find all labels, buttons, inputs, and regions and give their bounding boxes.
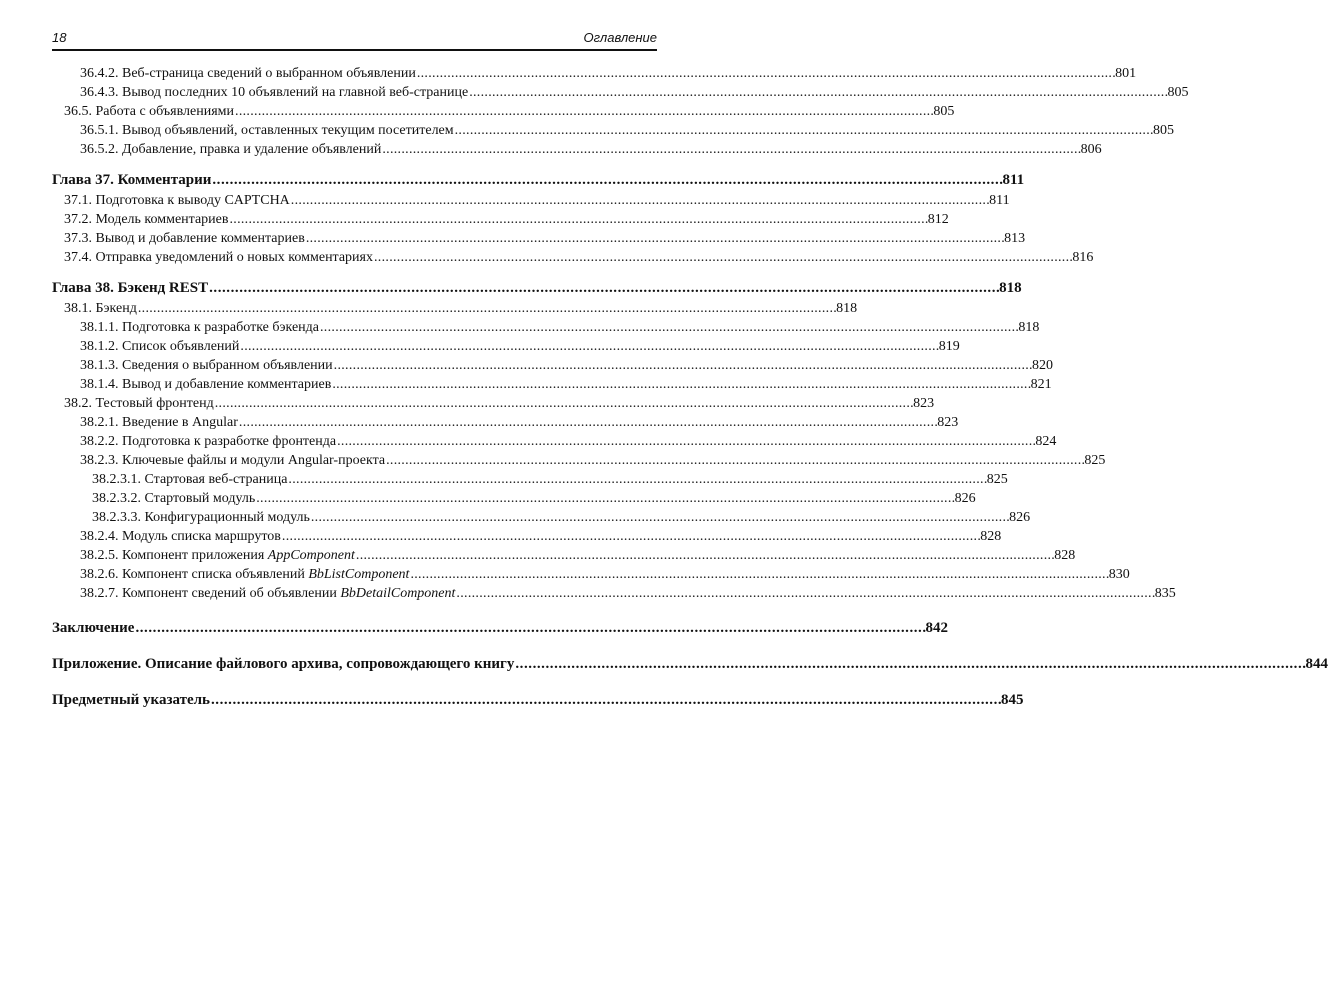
toc-entry[interactable] xyxy=(52,375,1052,394)
leader-dots xyxy=(455,121,1152,140)
toc-entry-page: 825 xyxy=(1084,453,1106,468)
toc-entry-title: 38.2.3.3. Конфигурационный модуль xyxy=(92,510,310,525)
toc-index[interactable] xyxy=(52,691,1024,711)
table-of-contents xyxy=(52,64,1328,711)
toc-entry-page: 820 xyxy=(1031,358,1053,373)
toc-entry-page: 819 xyxy=(938,339,960,354)
toc-appendix[interactable] xyxy=(52,655,1328,675)
toc-entry-page: 823 xyxy=(937,415,959,430)
toc-entry[interactable] xyxy=(52,451,1106,470)
section-title: Оглавление xyxy=(583,30,657,45)
toc-entry[interactable] xyxy=(52,356,1053,375)
toc-entry-page: 835 xyxy=(1154,586,1176,601)
toc-entry-page: 805 xyxy=(933,104,955,119)
toc-entry[interactable] xyxy=(52,121,1174,140)
toc-entry-title: Глава 37. Комментарии xyxy=(52,172,212,188)
leader-dots xyxy=(356,546,1053,565)
toc-entry-title-text: 38.2.5. Компонент приложения xyxy=(80,548,268,563)
leader-dots xyxy=(288,470,985,489)
toc-entry-page: 826 xyxy=(954,491,976,506)
toc-entry-title-italic: BbListComponent xyxy=(308,567,410,582)
toc-entry-title: 37.4. Отправка уведомлений о новых комментариях xyxy=(64,250,373,265)
toc-entry-title: 38.1.3. Сведения о выбранном объявлении xyxy=(80,358,333,373)
leader-dots xyxy=(334,356,1031,375)
running-header xyxy=(52,30,657,50)
page-number: 18 xyxy=(52,30,67,45)
toc-entry-title-text: 38.2.6. Компонент списка объявлений xyxy=(80,567,309,582)
toc-entry[interactable] xyxy=(52,527,1002,546)
toc-entry[interactable] xyxy=(52,489,976,508)
toc-entry-title: 36.4.2. Веб-страница сведений о выбранном объявлении xyxy=(80,66,416,81)
toc-entry-title xyxy=(80,584,455,603)
leader-dots xyxy=(337,432,1034,451)
toc-entry-page: 824 xyxy=(1035,434,1057,449)
toc-entry[interactable] xyxy=(52,337,960,356)
toc-entry[interactable] xyxy=(52,508,1031,527)
toc-conclusion[interactable] xyxy=(52,619,948,639)
toc-chapter-38[interactable] xyxy=(52,279,1022,299)
leader-dots xyxy=(417,64,1114,83)
toc-entry-title: 38.2.4. Модуль списка маршрутов xyxy=(80,529,281,544)
toc-entry[interactable] xyxy=(52,546,1076,565)
leader-dots xyxy=(135,619,924,638)
toc-entry[interactable] xyxy=(52,470,1008,489)
toc-entry[interactable] xyxy=(52,210,949,229)
toc-entry-page: 821 xyxy=(1030,377,1052,392)
toc-entry[interactable] xyxy=(52,584,1176,603)
toc-entry[interactable] xyxy=(52,140,1102,159)
leader-dots xyxy=(515,655,1304,674)
toc-entry-page: 825 xyxy=(986,472,1008,487)
toc-entry-page: 828 xyxy=(1054,548,1076,563)
toc-entry-title: Приложение. Описание файлового архива, сопровождающего книгу xyxy=(52,656,515,672)
toc-entry-title-italic: AppComponent xyxy=(267,548,355,563)
toc-entry-title-italic: BbDetailComponent xyxy=(340,586,456,601)
toc-entry-title: 37.2. Модель комментариев xyxy=(64,212,229,227)
leader-dots xyxy=(211,691,1000,710)
toc-entry-page: 812 xyxy=(927,212,949,227)
toc-entry-page: 844 xyxy=(1305,656,1328,672)
toc-entry-page: 826 xyxy=(1009,510,1031,525)
leader-dots xyxy=(410,565,1107,584)
toc-entry-page: 805 xyxy=(1152,123,1174,138)
leader-dots xyxy=(320,318,1017,337)
leader-dots xyxy=(235,102,932,121)
toc-entry[interactable] xyxy=(52,83,1189,102)
toc-entry-title: 38.2.3.1. Стартовая веб-страница xyxy=(92,472,288,487)
leader-dots xyxy=(306,229,1003,248)
toc-entry-page: 818 xyxy=(836,301,858,316)
leader-dots xyxy=(291,191,988,210)
toc-entry-title: 36.4.3. Вывод последних 10 объявлений на главной веб-странице xyxy=(80,85,469,100)
toc-entry-title: 37.3. Вывод и добавление комментариев xyxy=(64,231,305,246)
leader-dots xyxy=(382,140,1079,159)
toc-entry-title: Глава 38. Бэкенд REST xyxy=(52,280,209,296)
toc-entry-page: 828 xyxy=(980,529,1002,544)
toc-entry-page: 806 xyxy=(1080,142,1102,157)
toc-entry[interactable] xyxy=(52,432,1057,451)
toc-entry-title: 37.1. Подготовка к выводу CAPTCHA xyxy=(64,193,290,208)
leader-dots xyxy=(374,248,1071,267)
toc-entry-page: 818 xyxy=(1018,320,1040,335)
toc-entry-page: 811 xyxy=(1002,172,1025,188)
toc-entry[interactable] xyxy=(52,413,959,432)
leader-dots xyxy=(282,527,979,546)
leader-dots xyxy=(229,210,926,229)
toc-entry-title-text: 38.2.7. Компонент сведений об объявлении xyxy=(80,586,341,601)
toc-entry-page: 805 xyxy=(1167,85,1189,100)
header-rule xyxy=(52,49,657,51)
toc-entry-page: 811 xyxy=(989,193,1010,208)
toc-entry[interactable] xyxy=(52,565,1130,584)
leader-dots xyxy=(256,489,953,508)
toc-entry[interactable] xyxy=(52,229,1026,248)
toc-entry-page: 823 xyxy=(913,396,935,411)
toc-entry-title: 38.2.3.2. Стартовый модуль xyxy=(92,491,256,506)
toc-entry-page: 813 xyxy=(1004,231,1026,246)
toc-chapter-37[interactable] xyxy=(52,171,1025,191)
leader-dots xyxy=(456,584,1153,603)
toc-entry-title: 38.2.1. Введение в Angular xyxy=(80,415,238,430)
toc-entry[interactable] xyxy=(52,299,858,318)
leader-dots xyxy=(311,508,1008,527)
leader-dots xyxy=(386,451,1083,470)
toc-entry-page: 801 xyxy=(1115,66,1137,81)
toc-entry-page: 818 xyxy=(999,280,1022,296)
toc-entry-title: 38.1.4. Вывод и добавление комментариев xyxy=(80,377,332,392)
toc-entry-page: 816 xyxy=(1072,250,1094,265)
toc-entry-title: 36.5.2. Добавление, правка и удаление объявлений xyxy=(80,142,382,157)
toc-entry[interactable] xyxy=(52,318,1040,337)
toc-entry-title xyxy=(80,546,355,565)
toc-entry-title: 38.1.2. Список объявлений xyxy=(80,339,240,354)
toc-entry-page: 845 xyxy=(1001,692,1024,708)
toc-entry-title: 38.1.1. Подготовка к разработке бэкенда xyxy=(80,320,319,335)
toc-entry-title xyxy=(80,565,409,584)
toc-entry-title: 36.5.1. Вывод объявлений, оставленных текущим посетителем xyxy=(80,123,454,138)
toc-entry-title: 38.2. Тестовый фронтенд xyxy=(64,396,214,411)
toc-entry-title: Предметный указатель xyxy=(52,692,210,708)
leader-dots xyxy=(239,413,936,432)
toc-entry-title: 36.5. Работа с объявлениями xyxy=(64,104,235,119)
toc-entry[interactable] xyxy=(52,64,1137,83)
leader-dots xyxy=(215,394,912,413)
toc-entry[interactable] xyxy=(52,248,1094,267)
leader-dots xyxy=(212,171,1001,190)
leader-dots xyxy=(332,375,1029,394)
toc-entry-title: Заключение xyxy=(52,620,135,636)
toc-entry-title: 38.1. Бэкенд xyxy=(64,301,137,316)
toc-entry-title: 38.2.3. Ключевые файлы и модули Angular-проекта xyxy=(80,453,386,468)
leader-dots xyxy=(469,83,1166,102)
toc-entry[interactable] xyxy=(52,394,935,413)
toc-entry[interactable] xyxy=(52,102,955,121)
leader-dots xyxy=(209,279,998,298)
leader-dots xyxy=(138,299,835,318)
toc-entry-page: 842 xyxy=(925,620,948,636)
toc-entry[interactable] xyxy=(52,191,1010,210)
toc-entry-title: 38.2.2. Подготовка к разработке фронтенда xyxy=(80,434,337,449)
leader-dots xyxy=(240,337,937,356)
toc-entry-page: 830 xyxy=(1108,567,1130,582)
